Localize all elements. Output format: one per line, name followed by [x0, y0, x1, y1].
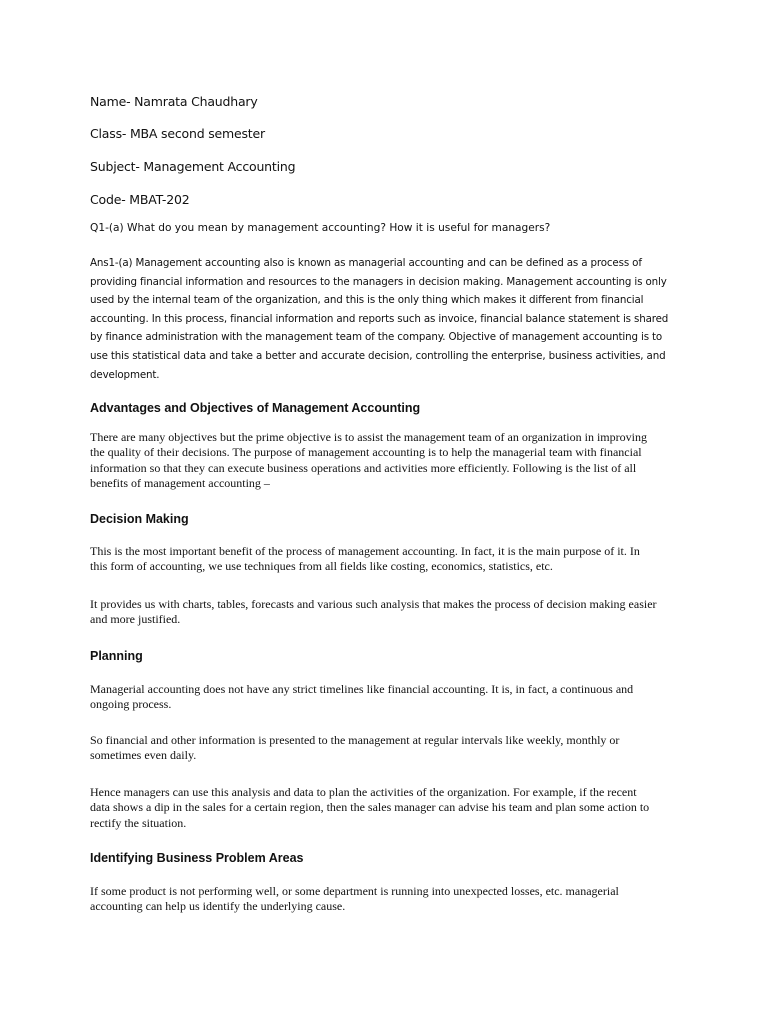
question-text: Q1-(a) What do you mean by management accounting? How it is useful for managers?	[90, 222, 551, 234]
paragraph-decision-1: This is the most important benefit of the process of management accounting. In fact, it is the main purpose of it. In this form of accounting, we use techniques from all fields like costing, economics, statistics, etc.	[90, 544, 640, 574]
heading-planning: Planning	[90, 649, 143, 663]
heading-advantages: Advantages and Objectives of Management Accounting	[90, 401, 421, 415]
heading-decision-making: Decision Making	[90, 512, 189, 526]
course-code: Code- MBAT-202	[90, 192, 190, 207]
paragraph-planning-2: So financial and other information is presented to the management at regular intervals like weekly, monthly or sometimes even daily.	[90, 733, 620, 763]
paragraph-decision-2: It provides us with charts, tables, forecasts and various such analysis that makes the process of decision making easier and more justified.	[90, 597, 657, 627]
paragraph-planning-1: Managerial accounting does not have any strict timelines like financial accounting. It is, in fact, a continuous and ongoing process.	[90, 682, 634, 712]
subject-line: Subject- Management Accounting	[90, 159, 296, 174]
heading-problem-areas: Identifying Business Problem Areas	[90, 851, 304, 865]
student-name: Name- Namrata Chaudhary	[90, 94, 258, 109]
paragraph-planning-3: Hence managers can use this analysis and data to plan the activities of the organization. For example, if the recent data shows a dip in the sales for a certain region, then the sales manager can advise his team and plan some action to rectify the situation.	[90, 785, 650, 830]
paragraph-advantages: There are many objectives but the prime objective is to assist the management team of an organization in improving the quality of their decisions. The purpose of management accounting is to help the managerial team with financial information so that they can execute business operations and activities more efficiently. Following is the list of all benefits of management accounting –	[90, 430, 647, 490]
paragraph-problem-areas: If some product is not performing well, or some department is running into unexpected losses, etc. managerial accounting can help us identify the underlying cause.	[90, 884, 619, 914]
answer-text: Ans1-(a) Management accounting also is known as managerial accounting and can be defined as a process of providing financial information and resources to the managers in decision making. Management accounting is only used by the internal team of the organization, and this is the only thing which makes it different from financial accounting. In this process, financial information and reports such as invoice, financial balance statement is shared by finance administration with the management team of the company. Objective of management accounting is to use this statistical data and take a better and accurate decision, controlling the enterprise, business activities, and development.	[90, 257, 669, 381]
student-class: Class- MBA second semester	[90, 126, 265, 141]
